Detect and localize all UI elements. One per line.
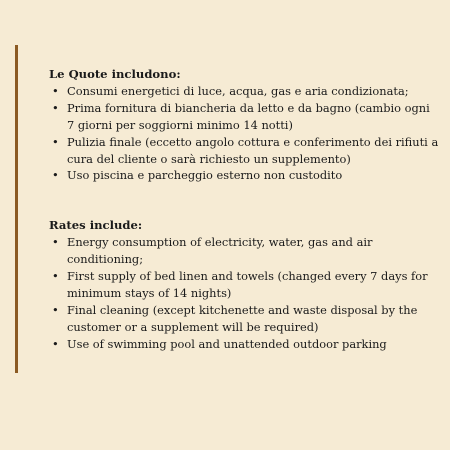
list-item: • Consumi energetici di luce, acqua, gas e aria condizionata; [49, 83, 439, 100]
rates-document [49, 66, 439, 353]
list-item: • Pulizia finale (eccetto angolo cottura e conferimento dei rifiuti a cura del cliente o sarà richiesto un supplemento) [49, 134, 439, 168]
list-item: • Energy consumption of electricity, water, gas and air conditioning; [49, 234, 439, 268]
italian-section [49, 66, 439, 184]
italian-section-title: Le Quote includono: [49, 67, 181, 81]
list-item: • Prima fornitura di biancheria da letto e da bagno (cambio ogni 7 giorni per soggiorni minimo 14 notti) [49, 100, 439, 134]
english-section [49, 217, 439, 352]
list-item: • Final cleaning (except kitchenette and waste disposal by the customer or a supplement will be required) [49, 302, 439, 336]
english-list [49, 234, 439, 352]
list-item: • Uso piscina e parcheggio esterno non custodito [49, 167, 439, 184]
accent-bar [15, 45, 18, 373]
section-spacer [49, 184, 439, 217]
english-section-title: Rates include: [49, 218, 143, 233]
list-item: • Use of swimming pool and unattended outdoor parking [49, 336, 439, 353]
italian-list [49, 83, 439, 184]
list-item: • First supply of bed linen and towels (changed every 7 days for minimum stays of 14 nights) [49, 268, 439, 302]
